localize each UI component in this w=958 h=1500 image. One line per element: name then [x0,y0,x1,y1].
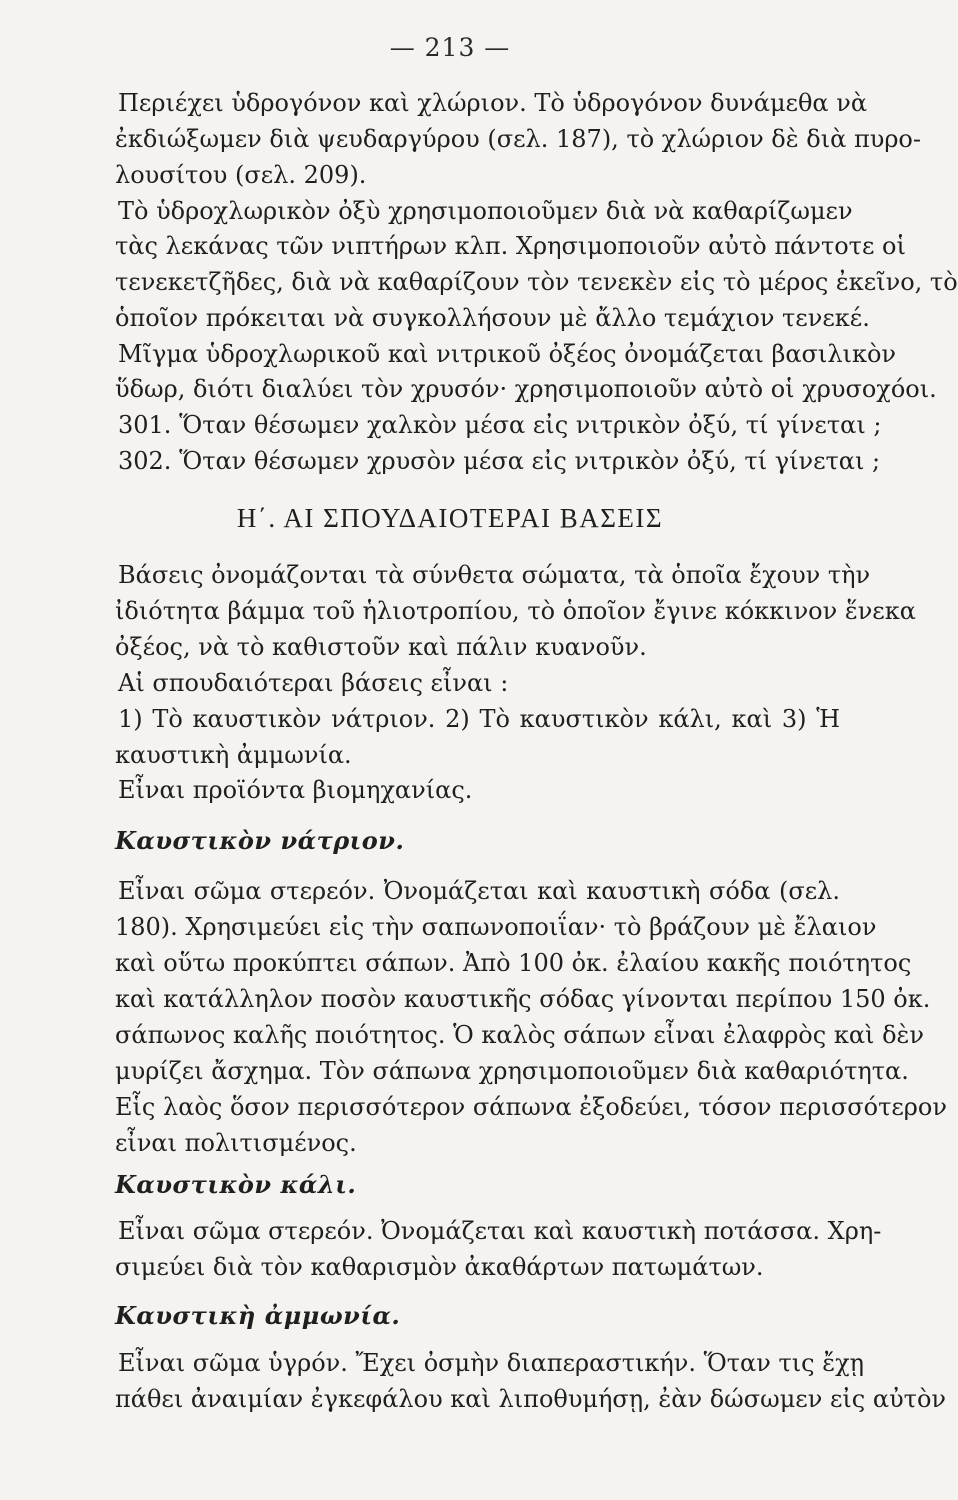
text-line: Τὸ ὑδροχλωρικὸν ὀξὺ χρησιμοποιοῦμεν διὰ νὰ καθαρίζωμεν [118,197,853,225]
subheading-ammonia: Καυστικὴ ἀμμωνία. [115,1301,401,1330]
text-line: Εἷς λαὸς ὅσον περισσότερον σάπωνα ἐξοδεύει, τόσον περισσότερον [115,1093,947,1121]
text-line: ὁποῖον πρόκειται νὰ συγκολλήσουν μὲ ἄλλο τεμάχιον τενεκέ. [115,304,870,332]
text-line: καὶ οὕτω προκύπτει σάπων. Ἀπὸ 100 ὀκ. ἐλαίου κακῆς ποιότητος [115,949,912,977]
bases-list-line: 1) Τὸ καυστικὸν νάτριον. 2) Τὸ καυστικὸν κάλι, καὶ 3) Ἡ [118,705,840,733]
text-line: τενεκετζῆδες, διὰ νὰ καθαρίζουν τὸν τενεκὲν εἰς τὸ μέρος ἐκεῖνο, τὸ [115,268,958,296]
text-line: Εἶναι σῶμα στερεόν. Ὀνομάζεται καὶ καυστικὴ σόδα (σελ. [118,877,840,905]
text-line: 180). Χρησιμεύει εἰς τὴν σαπωνοποιΐαν· τὸ βράζουν μὲ ἔλαιον [115,913,877,941]
page-number: — 213 — [389,33,511,62]
bases-intro: Αἱ σπουδαιότεραι βάσεις εἶναι : [118,669,509,697]
question-302: 302. Ὅταν θέσωμεν χρυσὸν μέσα εἰς νιτρικὸν ὀξύ, τί γίνεται ; [118,447,881,475]
subheading-sodium: Καυστικὸν νάτριον. [115,826,405,855]
text-line: σιμεύει διὰ τὸν καθαρισμὸν ἀκαθάρτων πατωμάτων. [115,1253,764,1281]
bases-list-line: καυστικὴ ἀμμωνία. [115,741,352,769]
text-line: Εἶναι σῶμα στερεόν. Ὀνομάζεται καὶ καυστικὴ ποτάσσα. Χρη- [118,1217,882,1245]
section-heading: Η΄. ΑΙ ΣΠΟΥΔΑΙΟΤΕΡΑΙ ΒΑΣΕΙΣ [236,503,664,533]
text-line: τὰς λεκάνας τῶν νιπτήρων κλπ. Χρησιμοποιοῦν αὐτὸ πάντοτε οἱ [115,232,906,260]
text-line: πάθει ἀναιμίαν ἐγκεφάλου καὶ λιποθυμήσῃ, ἐὰν δώσωμεν εἰς αὐτὸν [115,1385,946,1413]
text-line: εἶναι πολιτισμένος. [115,1129,357,1157]
subheading-potash: Καυστικὸν κάλι. [115,1170,357,1199]
text-line: ἐκδιώξωμεν διὰ ψευδαργύρου (σελ. 187), τὸ χλώριον δὲ διὰ πυρο- [115,125,921,153]
text-line: σάπωνος καλῆς ποιότητος. Ὁ καλὸς σάπων εἶναι ἐλαφρὸς καὶ δὲν [115,1021,924,1049]
text-line: καὶ κατάλληλον ποσὸν καυστικῆς σόδας γίνονται περίπου 150 ὀκ. [115,985,931,1013]
question-301: 301. Ὅταν θέσωμεν χαλκὸν μέσα εἰς νιτρικὸν ὀξύ, τί γίνεται ; [118,411,882,439]
text-line: Περιέχει ὑδρογόνον καὶ χλώριον. Τὸ ὑδρογόνον δυνάμεθα νὰ [118,89,868,117]
text-line: Βάσεις ὀνομάζονται τὰ σύνθετα σώματα, τὰ ὁποῖα ἔχουν τὴν [118,561,871,589]
bases-note: Εἶναι προϊόντα βιομηχανίας. [118,776,473,804]
text-line: μυρίζει ἄσχημα. Τὸν σάπωνα χρησιμοποιοῦμεν διὰ καθαριότητα. [115,1057,909,1085]
text-line: Εἶναι σῶμα ὑγρόν. Ἔχει ὀσμὴν διαπεραστικήν. Ὅταν τις ἔχῃ [118,1349,865,1377]
text-line: ὀξέος, νὰ τὸ καθιστοῦν καὶ πάλιν κυανοῦν. [115,633,647,661]
text-line: λουσίτου (σελ. 209). [115,161,367,189]
text-line: ἰδιότητα βάμμα τοῦ ἡλιοτροπίου, τὸ ὁποῖον ἔγινε κόκκινον ἕνεκα [115,597,916,625]
text-line: ὕδωρ, διότι διαλύει τὸν χρυσόν· χρησιμοποιοῦν αὐτὸ οἱ χρυσοχόοι. [115,375,937,403]
text-line: Μῖγμα ὑδροχλωρικοῦ καὶ νιτρικοῦ ὀξέος ὀνομάζεται βασιλικὸν [118,340,896,368]
